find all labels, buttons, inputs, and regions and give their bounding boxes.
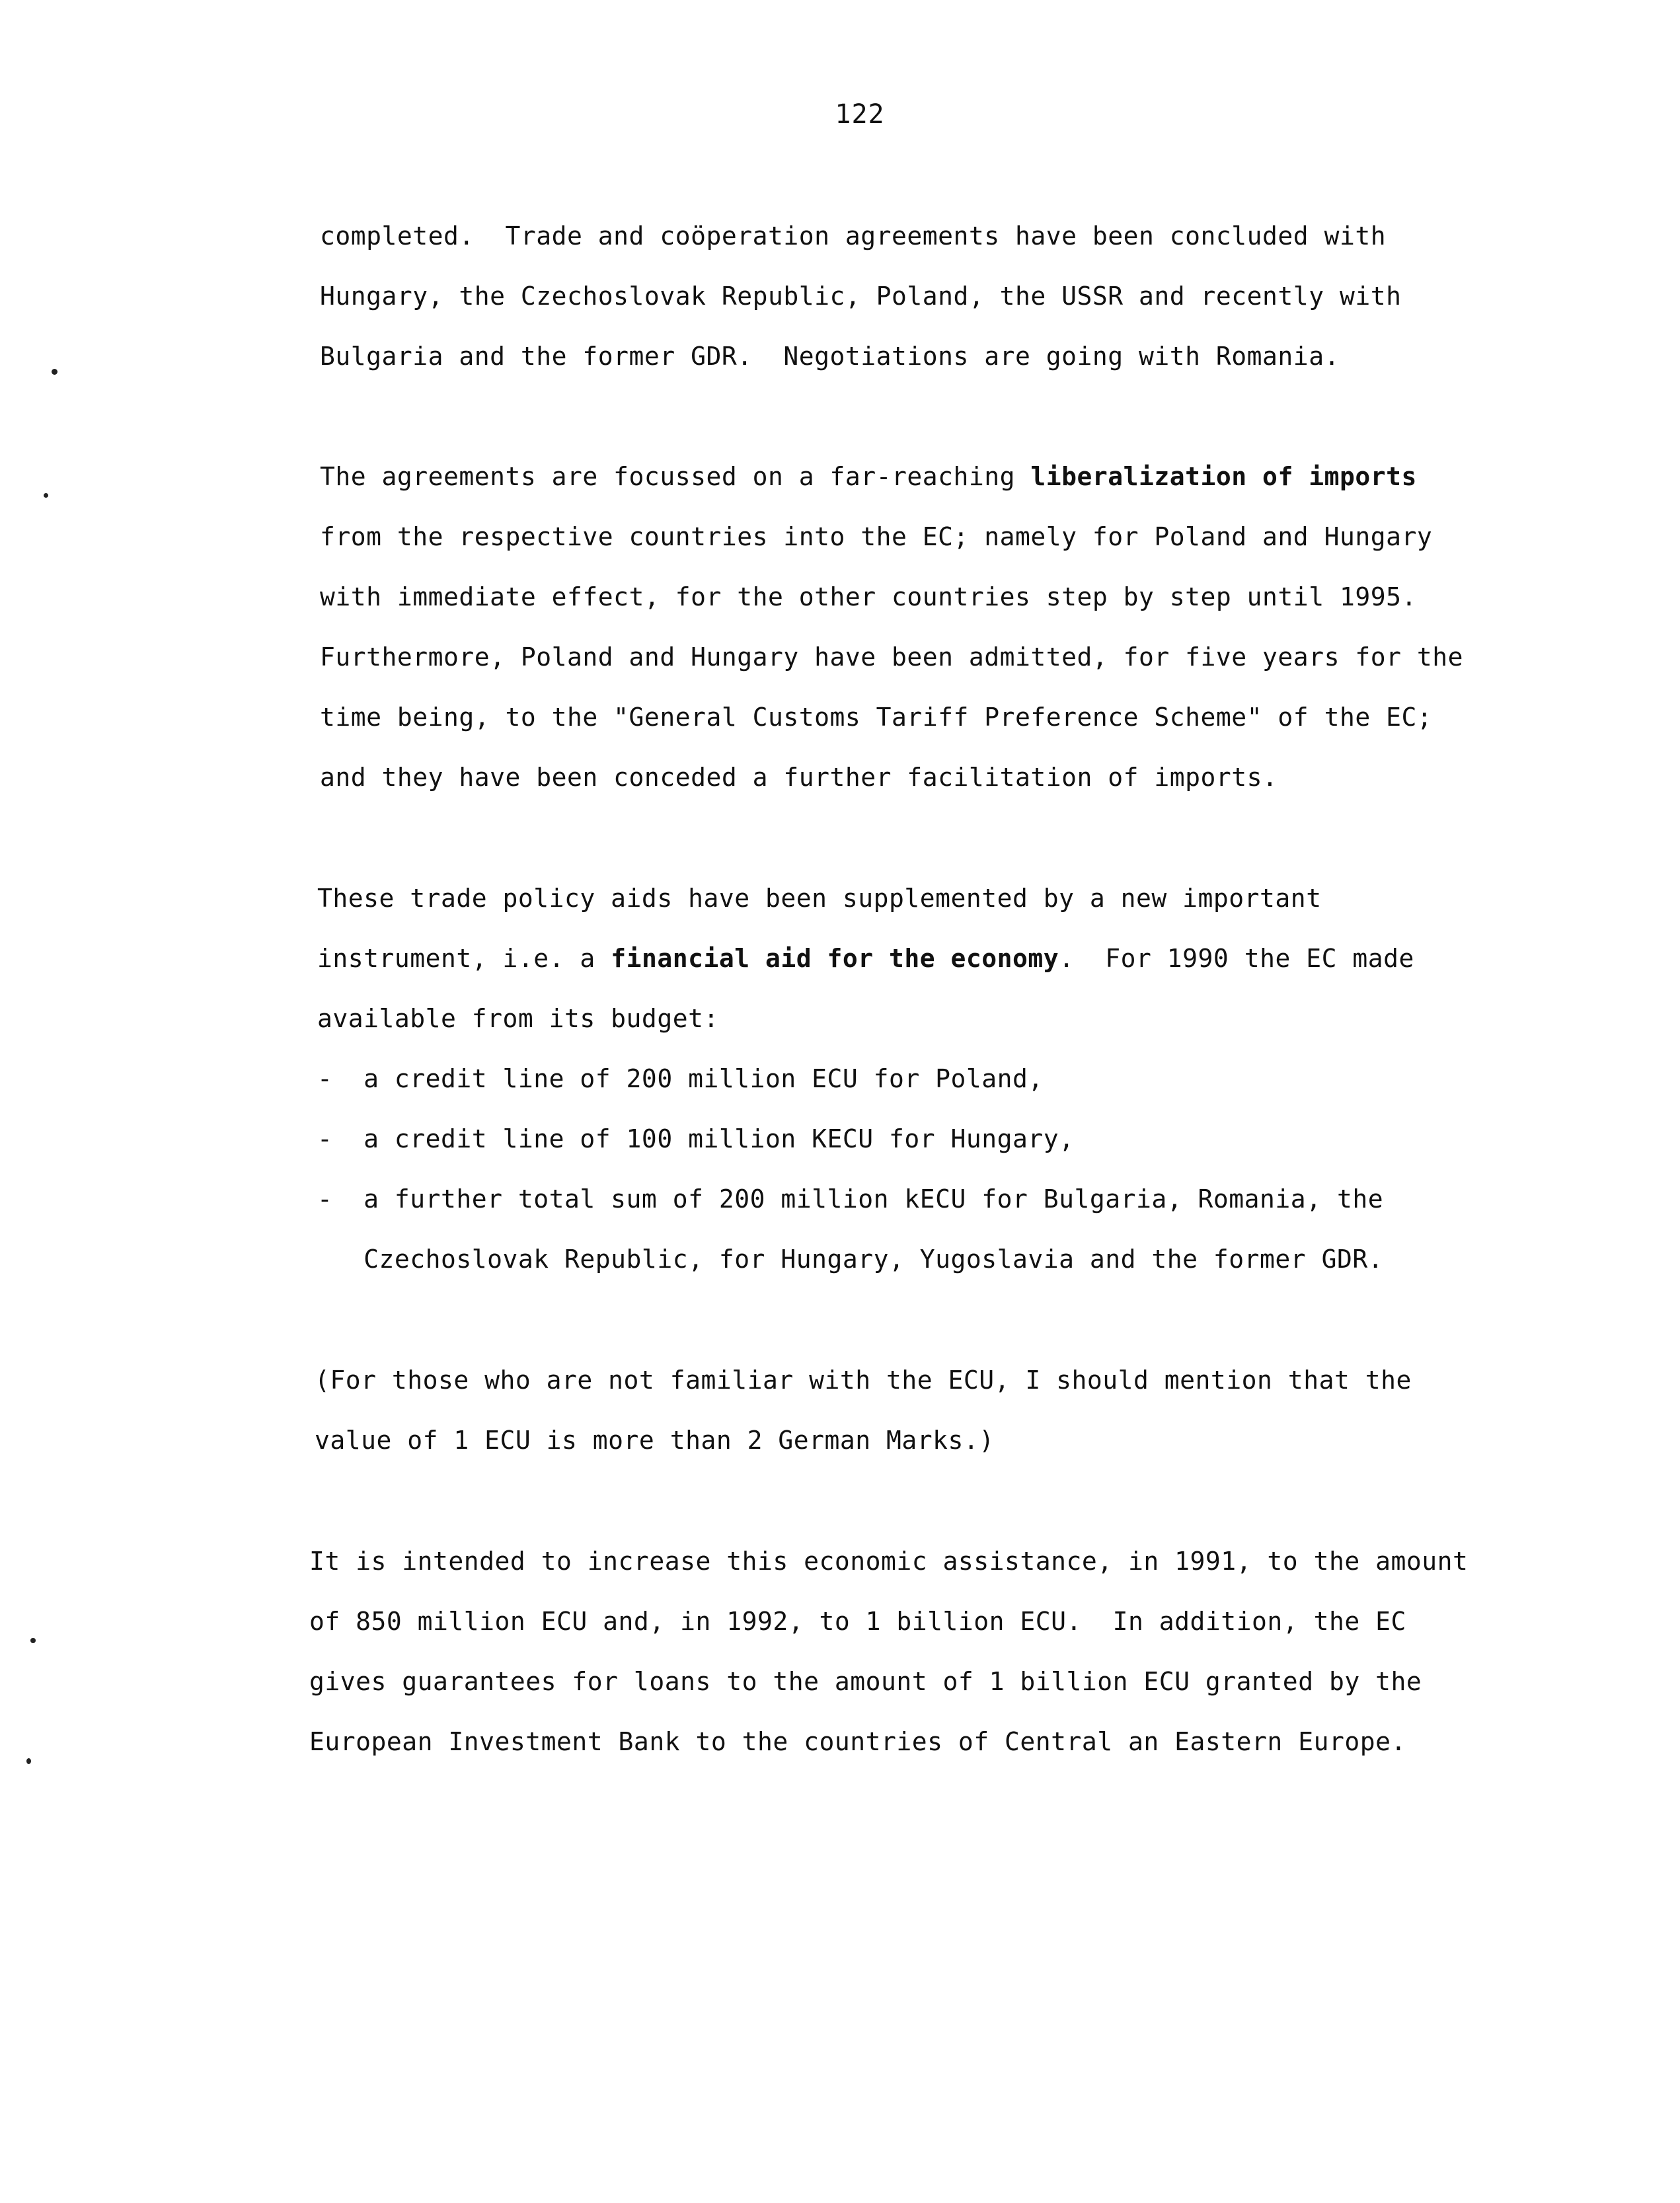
text-line: value of 1 ECU is more than 2 German Marks.) [315,1426,995,1455]
text-line: completed. Trade and coöperation agreements have been concluded with [320,221,1387,251]
text-line: It is intended to increase this economic assistance, in 1991, to the amount [309,1547,1469,1576]
text-line: with immediate effect, for the other countries step by step until 1995. [320,582,1417,611]
page-number: 122 [835,99,885,130]
text-line: (For those who are not familiar with the ECU, I should mention that the [315,1366,1412,1395]
text-line: and they have been conceded a further facilitation of imports. [320,763,1278,792]
text-line: of 850 million ECU and, in 1992, to 1 billion ECU. In addition, the EC [309,1607,1406,1636]
text-run: The agreements are focussed on a far-reaching [320,462,1031,491]
scan-speck [52,369,57,375]
text-line: These trade policy aids have been supplemented by a new important [317,884,1322,913]
list-item: - a credit line of 200 million ECU for Poland, [317,1064,1044,1093]
scan-speck [30,1638,36,1643]
text-line: gives guarantees for loans to the amount of 1 billion ECU granted by the [309,1667,1422,1696]
text-line [320,461,1417,492]
scan-speck [26,1758,31,1764]
text-line: Hungary, the Czechoslovak Republic, Poland, the USSR and recently with [320,282,1402,311]
text-line: European Investment Bank to the countries of Central an Eastern Europe. [309,1727,1406,1756]
text-line [317,943,1414,974]
text-run: . For 1990 the EC made [1059,944,1414,973]
list-item-continuation: Czechoslovak Republic, for Hungary, Yugoslavia and the former GDR. [317,1245,1384,1274]
list-item: - a credit line of 100 million KECU for Hungary, [317,1124,1075,1153]
list-item: - a further total sum of 200 million kECU for Bulgaria, Romania, the [317,1184,1384,1214]
bold-phrase: liberalization of imports [1030,462,1417,491]
text-run: instrument, i.e. a [317,944,611,973]
bold-phrase: financial aid for the economy [611,944,1059,973]
text-line: from the respective countries into the EC; namely for Poland and Hungary [320,522,1433,551]
text-line: Furthermore, Poland and Hungary have been admitted, for five years for the [320,642,1463,672]
scan-speck [44,493,48,498]
text-line: time being, to the "General Customs Tariff Preference Scheme" of the EC; [320,703,1433,732]
text-line: Bulgaria and the former GDR. Negotiations are going with Romania. [320,342,1340,371]
text-line: available from its budget: [317,1004,719,1033]
